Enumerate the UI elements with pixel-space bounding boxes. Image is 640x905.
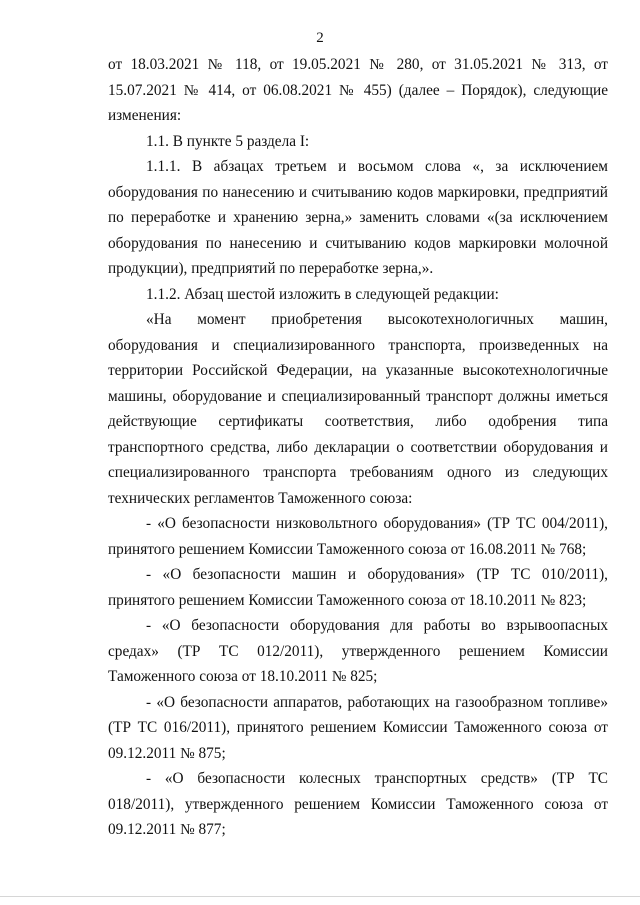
paragraph-amendment-dates: от 18.03.2021 № 118, от 19.05.2021 № 280, от 31.05.2021 № 313, от 15.07.2021 № 414, от 06.08.2021 № 455) (далее – Порядок), следующие изменения: (108, 56, 608, 124)
list-item-tr-ts-016: - «О безопасности аппаратов, работающих на газообразном топливе» (ТР ТС 016/2011), принятого решением Комиссии Таможенного союза от 09.12.2011 № 875; (108, 693, 608, 762)
paragraph-clause-1-1-2: 1.1.2. Абзац шестой изложить в следующей редакции: (146, 285, 499, 303)
paragraph-quoted-new-wording: «На момент приобретения высокотехнологичных машин, оборудования и специализированного транспорта, произведенных на территории Российской Федерации, на указанные высокотехнологичные машины, оборудование и специализированный транспорт должны иметься действующие сертификаты соответствия, либо одобрения типа транспортного средства, либо декларации о соответствии оборудования и специализированного транспорта требованиям одного из следующих технических регламентов Таможенного союза: (108, 311, 608, 507)
list-item-tr-ts-010: - «О безопасности машин и оборудования» (ТР ТС 010/2011), принятого решением Комиссии Таможенного союза от 18.10.2011 № 823; (108, 566, 608, 609)
document-body (108, 52, 608, 843)
list-item-tr-ts-012: - «О безопасности оборудования для работы во взрывоопасных средах» (ТР ТС 012/2011), утвержденного решением Комиссии Таможенного союза от 18.10.2011 № 825; (108, 617, 608, 685)
paragraph-clause-1-1: 1.1. В пункте 5 раздела I: (146, 132, 310, 150)
paragraph-clause-1-1-1: 1.1.1. В абзацах третьем и восьмом слова «, за исключением оборудования по нанесению и считыванию кодов маркировки, предприятий по переработке и хранению зерна,» заменить словами «(за исключением оборудования по нанесению и считыванию кодов маркировки молочной продукции), предприятий по переработке зерна,». (108, 158, 608, 277)
list-item-tr-ts-004: - «О безопасности низковольтного оборудования» (ТР ТС 004/2011), принятого решением Комиссии Таможенного союза от 16.08.2011 № 768; (108, 515, 608, 558)
page-bottom-edge (0, 896, 640, 897)
list-item-tr-ts-018: - «О безопасности колесных транспортных средств» (ТР ТС 018/2011), утвержденного решением Комиссии Таможенного союза от 09.12.2011 № 877; (108, 770, 608, 838)
page-number: 2 (316, 30, 324, 46)
